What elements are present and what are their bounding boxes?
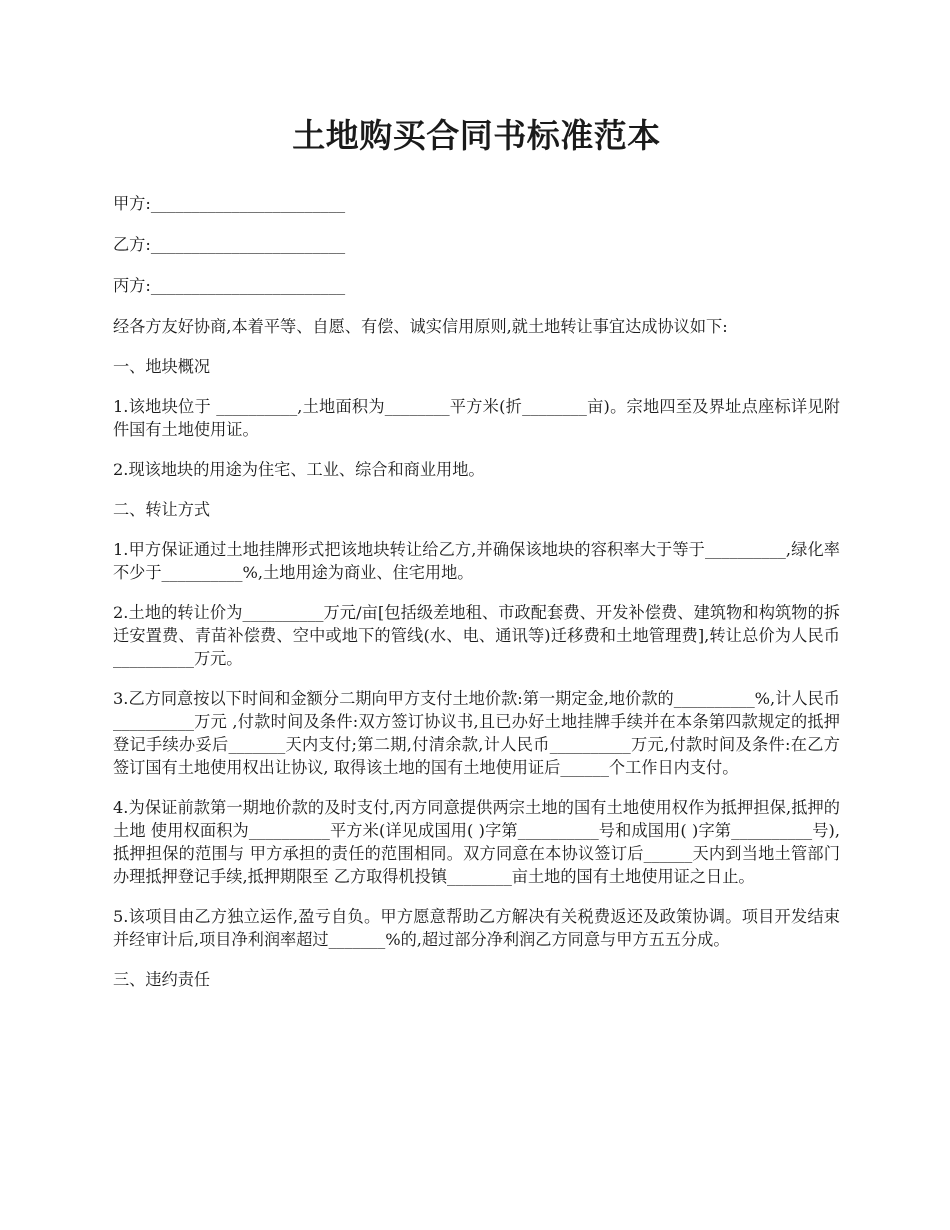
party-c-line: 丙方:________________________ bbox=[113, 276, 346, 295]
party-a-line: 甲方:________________________ bbox=[113, 194, 346, 213]
section-2-heading: 二、转让方式 bbox=[113, 500, 211, 519]
document-title: 土地购买合同书标准范本 bbox=[292, 116, 661, 155]
document-page bbox=[113, 110, 840, 1008]
clause-2-4: 4.为保证前款第一期地价款的及时支付,丙方同意提供两宗土地的国有土地使用权作为抵押担保,抵押的土地 使用权面积为__________平方米(详见成国用( )字第__________号和成国用( )字第__________号),抵押担保的范围与 甲方承担的责任的范围相同。双方同意在本协议签订后______天内到当地土管部门办理抵押登记手续,抵押期限至 乙方取得机投镇________亩土地的国有土地使用证之日止。 bbox=[113, 798, 840, 886]
clause-2-3: 3.乙方同意按以下时间和金额分二期向甲方支付土地价款:第一期定金,地价款的__________%,计人民币__________万元 ,付款时间及条件:双方签订协议书,且已办好土地挂牌手续并在本条第四款规定的抵押登记手续办妥后_______天内支付;第二期,付清余款,计人民币__________万元,付款时间及条件:在乙方签订国有土地使用权出让协议, 取得该土地的国有土地使用证后______个工作日内支付。 bbox=[113, 689, 840, 777]
party-b-line: 乙方:________________________ bbox=[113, 235, 346, 254]
section-1-heading: 一、地块概况 bbox=[113, 357, 211, 376]
preamble-paragraph: 经各方友好协商,本着平等、自愿、有偿、诚实信用原则,就土地转让事宜达成协议如下: bbox=[113, 317, 728, 336]
clause-2-2: 2.土地的转让价为__________万元/亩[包括级差地租、市政配套费、开发补偿费、建筑物和构筑物的拆迁安置费、青苗补偿费、空中或地下的管线(水、电、通讯等)迁移费和土地管理费],转让总价为人民币__________万元。 bbox=[113, 603, 840, 668]
clause-1-1: 1.该地块位于 __________,土地面积为________平方米(折________亩)。宗地四至及界址点座标详见附件国有土地使用证。 bbox=[113, 397, 840, 439]
clause-1-2: 2.现该地块的用途为住宅、工业、综合和商业用地。 bbox=[113, 460, 485, 479]
clause-2-5: 5.该项目由乙方独立运作,盈亏自负。甲方愿意帮助乙方解决有关税费返还及政策协调。项目开发结束并经审计后,项目净利润率超过_______%的,超过部分净利润乙方同意与甲方五五分成。 bbox=[113, 907, 840, 949]
clause-2-1: 1.甲方保证通过土地挂牌形式把该地块转让给乙方,并确保该地块的容积率大于等于__________,绿化率不少于__________%,土地用途为商业、住宅用地。 bbox=[113, 540, 840, 582]
section-3-heading: 三、违约责任 bbox=[113, 970, 211, 989]
